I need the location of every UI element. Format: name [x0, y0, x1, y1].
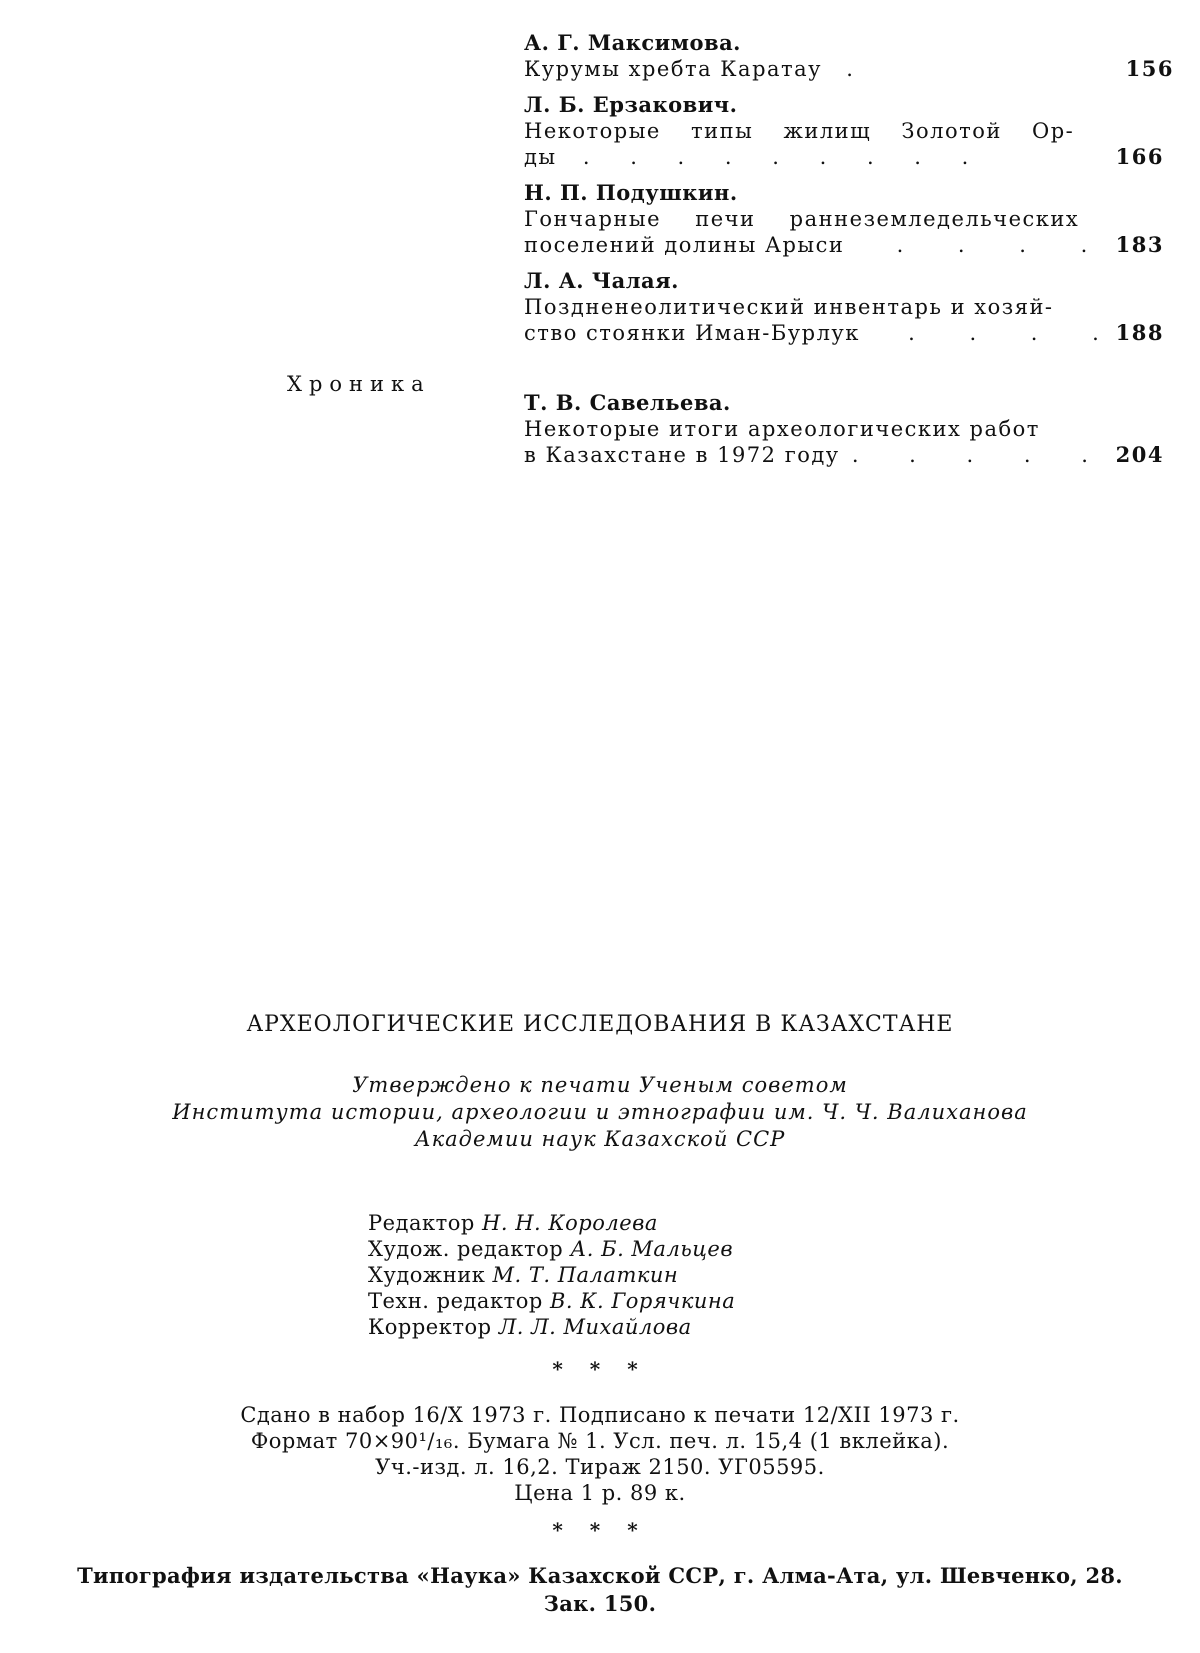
toc-entry: [524, 268, 1164, 346]
staff-role: Корректор: [368, 1315, 492, 1339]
toc-title-line: в Казахстане в 1972 году: [524, 443, 840, 467]
approval-line: Утверждено к печати Ученым советом: [352, 1073, 848, 1097]
toc-title-line: Поздненеолитический инвентарь и хозяй-: [524, 295, 1054, 319]
book-title: АРХЕОЛОГИЧЕСКИЕ ИССЛЕДОВАНИЯ В КАЗАХСТАНЕ: [246, 1012, 954, 1037]
toc-author: Т. В. Савельева.: [524, 390, 731, 415]
staff-name: Л. Л. Михайлова: [498, 1315, 692, 1339]
staff-line: [368, 1210, 735, 1236]
toc-page-number: 156: [1125, 56, 1174, 81]
print-line: Формат 70×90¹/₁₆. Бумага № 1. Усл. печ. л. 15,4 (1 вклейка).: [250, 1429, 950, 1453]
toc-leader-dots: . . . . .: [851, 443, 1110, 467]
toc-title-line: Курумы хребта Каратау: [524, 57, 823, 81]
approval-line: Академии наук Казахской ССР: [414, 1127, 786, 1151]
staff-role: Техн. редактор: [368, 1289, 543, 1313]
print-line: Сдано в набор 16/X 1973 г. Подписано к печати 12/XII 1973 г.: [240, 1403, 960, 1427]
toc-author: Л. Б. Ерзакович.: [524, 92, 738, 117]
editorial-staff: [368, 1210, 735, 1340]
toc-title-line: ство стоянки Иман-Бурлук: [524, 321, 860, 345]
toc-entry: [524, 390, 1164, 468]
toc-title-line: ды: [524, 145, 557, 169]
toc-leader-dots: . . . .: [896, 233, 1112, 257]
staff-name: Н. Н. Королева: [482, 1211, 658, 1235]
staff-role: Редактор: [368, 1211, 475, 1235]
staff-name: А. Б. Мальцев: [570, 1237, 734, 1261]
print-line: Уч.-изд. л. 16,2. Тираж 2150. УГ05595.: [375, 1455, 825, 1479]
section-heading-chronicle: Хроника: [287, 372, 431, 396]
toc-author: Н. П. Подушкин.: [524, 180, 738, 205]
staff-role: Художник: [368, 1263, 486, 1287]
toc-title-line: Гончарные печи раннеземледельческих: [524, 207, 1080, 231]
staff-name: М. Т. Палаткин: [492, 1263, 679, 1287]
separator-stars: * * *: [552, 1518, 648, 1542]
printer-line: Зак. 150.: [543, 1591, 657, 1616]
toc-author: Л. А. Чалая.: [524, 268, 679, 293]
approval-line: Института истории, археологии и этнографии им. Ч. Ч. Валиханова: [172, 1100, 1028, 1124]
toc-page-number: 188: [1115, 320, 1164, 345]
print-line: Цена 1 р. 89 к.: [514, 1481, 686, 1505]
staff-name: В. К. Горячкина: [549, 1289, 736, 1313]
toc-title-line: поселений долины Арыси: [524, 233, 845, 257]
toc-leader-dots: . . . .: [908, 321, 1123, 345]
printer-line: Типография издательства «Наука» Казахской ССР, г. Алма-Ата, ул. Шевченко, 28.: [77, 1563, 1123, 1588]
separator-stars: * * *: [552, 1357, 648, 1381]
print-details: [0, 1402, 1200, 1506]
staff-line: [368, 1236, 735, 1262]
toc-entry: [524, 30, 1174, 82]
toc-page-number: 183: [1115, 232, 1164, 257]
toc-leader-dots: .: [846, 57, 875, 81]
toc-entry: [524, 92, 1164, 170]
toc-leader-dots: . . . . . . . . .: [582, 145, 986, 169]
staff-line: [368, 1288, 735, 1314]
printer-imprint: [0, 1562, 1200, 1618]
table-of-contents: [524, 30, 1174, 478]
toc-author: А. Г. Максимова.: [524, 30, 741, 55]
toc-title-line: Некоторые типы жилищ Золотой Ор-: [524, 119, 1075, 143]
staff-line: [368, 1314, 735, 1340]
approval-statement: [0, 1072, 1200, 1153]
toc-entry: [524, 180, 1164, 258]
toc-page-number: 204: [1115, 442, 1164, 467]
toc-title-line: Некоторые итоги археологических работ: [524, 417, 1040, 441]
staff-line: [368, 1262, 735, 1288]
staff-role: Худож. редактор: [368, 1237, 564, 1261]
toc-page-number: 166: [1115, 144, 1164, 169]
